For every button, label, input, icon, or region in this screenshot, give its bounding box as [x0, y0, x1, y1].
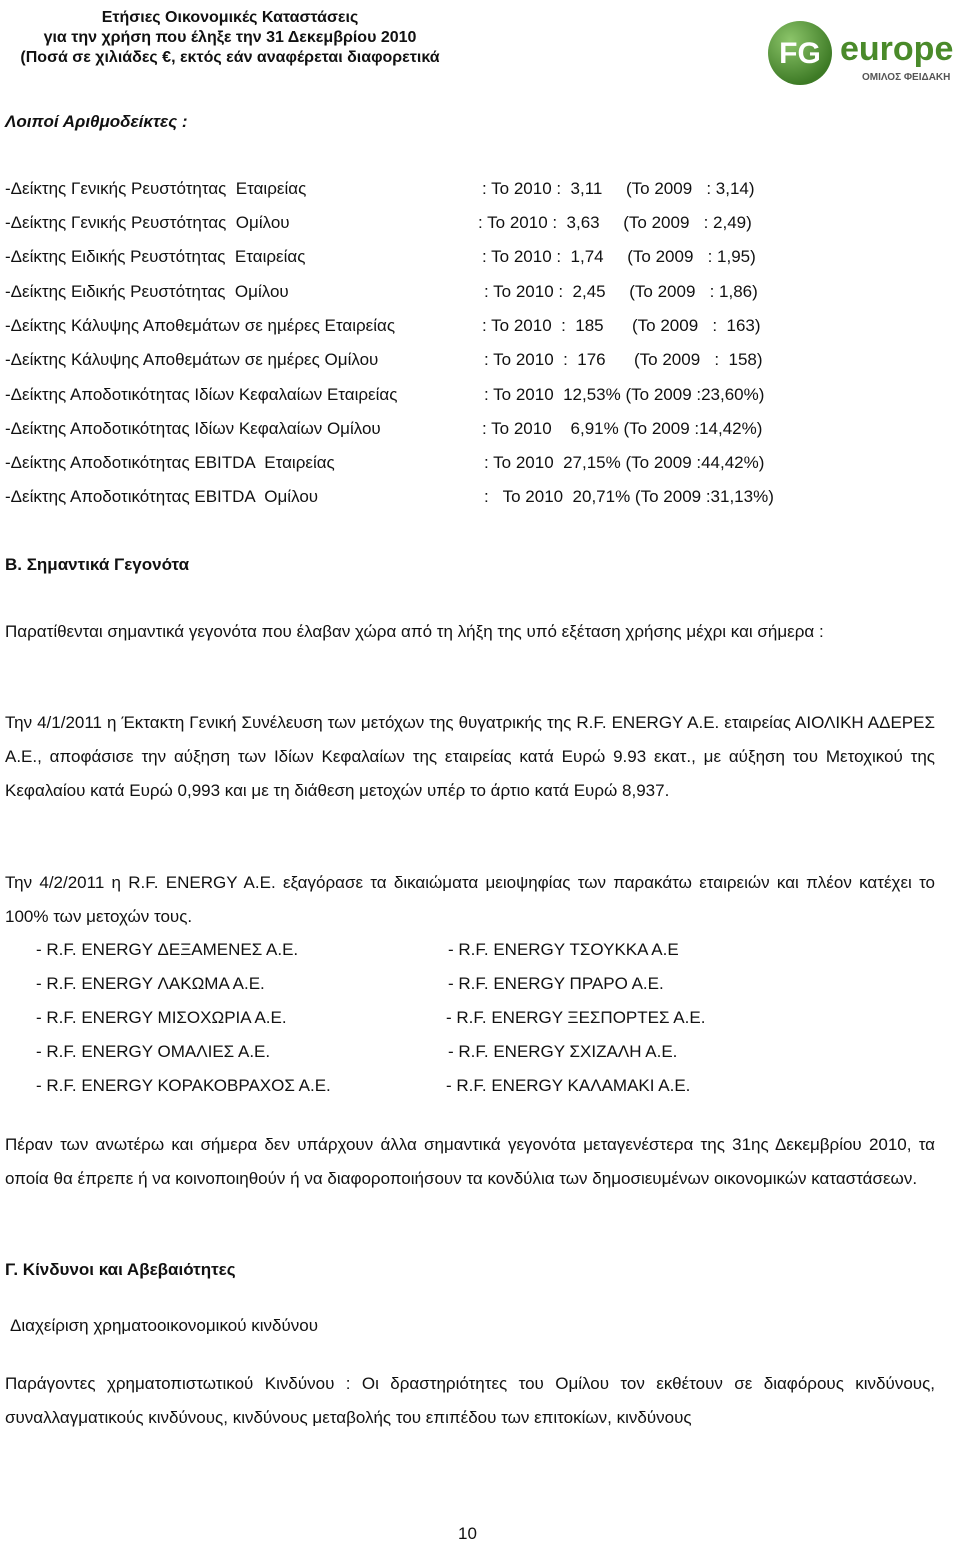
ratio-row	[5, 178, 755, 200]
ratio-label: -Δείκτης Κάλυψης Αποθεμάτων σε ημέρες Ομίλου	[5, 350, 379, 369]
document-header	[5, 8, 505, 68]
ratio-row	[5, 452, 765, 474]
ratio-label: -Δείκτης Αποδοτικότητας Ιδίων Κεφαλαίων Ομίλου	[5, 419, 381, 438]
company-item: - R.F. ENERGY ΚΑΛΑΜΑΚΙ Α.Ε.	[446, 1076, 691, 1095]
ratio-value: : Το 2010 : 185 (Το 2009 : 163)	[482, 316, 761, 335]
section-b-closing: Πέραν των ανωτέρω και σήμερα δεν υπάρχουν άλλα σημαντικά γεγονότα μεταγενέστερα της 31ης Δεκεμβρίου 2010, τα οποία θα έπρεπε ή να κοινοποιηθούν ή να διαφοροποιήσουν τα κονδύλια των δημοσιευμένων οικονομικών καταστάσεων.	[5, 1135, 935, 1188]
ratio-value: : Το 2010 : 2,45 (Το 2009 : 1,86)	[484, 282, 758, 301]
ratio-row	[5, 418, 763, 440]
company-item: - R.F. ENERGY ΣΧΙΖΑΛΗ Α.Ε.	[448, 1042, 678, 1061]
ratio-label: -Δείκτης Γενικής Ρευστότητας Ομίλου	[5, 213, 290, 232]
company-item: - R.F. ENERGY ΟΜΑΛΙΕΣ Α.Ε.	[36, 1042, 271, 1061]
ratio-label: -Δείκτης Ειδικής Ρευστότητας Ομίλου	[5, 282, 289, 301]
ratio-value: : Το 2010 : 3,11 (Το 2009 : 3,14)	[482, 179, 755, 198]
ratio-value: : Το 2010 12,53% (Το 2009 :23,60%)	[484, 385, 765, 404]
section-b-title: Β. Σημαντικά Γεγονότα	[5, 555, 190, 574]
company-item: - R.F. ENERGY ΤΣΟΥΚΚΑ Α.Ε	[448, 940, 679, 959]
section-c-subtitle: Διαχείριση χρηματοοικονομικού κινδύνου	[10, 1316, 319, 1335]
logo-fg-text: FG	[779, 37, 821, 70]
company-item: - R.F. ENERGY ΠΡΑΡΟ Α.Ε.	[448, 974, 664, 993]
section-b-paragraph-1: Την 4/1/2011 η Έκτακτη Γενική Συνέλευση των μετόχων της θυγατρικής της R.F. ENERGY A.E. εταιρείας ΑΙΟΛΙΚΗ ΑΔΕΡΕΣ Α.Ε., αποφάσισε την αύξηση των Ιδίων Κεφαλαίων της εταιρείας κατά Ευρώ 9.93 εκατ., με αύξηση του Μετοχικού της Κεφαλαίου κατά Ευρώ 0,993 και με τη διάθεση μετοχών υπέρ το άρτιο κατά Ευρώ 8,937.	[5, 713, 935, 800]
header-period: για την χρήση που έληξε την 31 Δεκεμβρίου 2010	[43, 29, 417, 46]
logo-europe-text: europe	[840, 30, 954, 68]
ratio-value: : Το 2010 27,15% (Το 2009 :44,42%)	[484, 453, 765, 472]
section-b-paragraph-2: Την 4/2/2011 η R.F. ENERGY A.E. εξαγόρασε τα δικαιώματα μειοψηφίας των παρακάτω εταιρειών και πλέον κατέχει το 100% των μετοχών τους.	[5, 873, 935, 926]
ratio-row	[5, 384, 765, 406]
company-item: - R.F. ENERGY ΛΑΚΩΜΑ Α.Ε.	[36, 974, 265, 993]
ratio-label: -Δείκτης Αποδοτικότητας EBITDA Εταιρείας	[5, 453, 335, 472]
ratio-label: -Δείκτης Γενικής Ρευστότητας Εταιρείας	[5, 179, 307, 198]
company-item: - R.F. ENERGY ΚΟΡΑΚΟΒΡΑΧΟΣ Α.Ε.	[36, 1076, 331, 1095]
ratio-row	[5, 349, 763, 371]
ratio-row	[5, 246, 756, 268]
header-currency-note: (Ποσά σε χιλιάδες €, εκτός εάν αναφέρεται διαφορετικά	[20, 49, 440, 66]
section-b-intro: Παρατίθενται σημαντικά γεγονότα που έλαβαν χώρα από τη λήξη της υπό εξέταση χρήσης μέχρι και σήμερα :	[5, 622, 824, 641]
fg-europe-logo-graphic	[762, 16, 954, 90]
other-ratios-title: Λοιποί Αριθμοδείκτες :	[5, 112, 188, 131]
ratio-label: -Δείκτης Αποδοτικότητας EBITDA Ομίλου	[5, 487, 319, 506]
ratio-value: : Το 2010 6,91% (Το 2009 :14,42%)	[482, 419, 763, 438]
header-title: Ετήσιες Οικονομικές Καταστάσεις	[101, 9, 359, 26]
ratio-value: : Το 2010 : 176 (Το 2009 : 158)	[484, 350, 763, 369]
section-c-paragraph: Παράγοντες χρηματοπιστωτικού Κινδύνου : Οι δραστηριότητες του Ομίλου τον εκθέτουν σε διαφόρους κινδύνους, συναλλαγματικούς κινδύνους, κινδύνους μεταβολής του επιπέδου των επιτοκίων, κινδύνους	[5, 1374, 935, 1427]
page-number: 10	[458, 1524, 477, 1543]
company-item: - R.F. ENERGY ΞΕΣΠΟΡΤΕΣ Α.Ε.	[446, 1008, 706, 1027]
ratio-value: : Το 2010 : 3,63 (Το 2009 : 2,49)	[478, 213, 752, 232]
company-item: - R.F. ENERGY ΔΕΞΑΜΕΝΕΣ Α.Ε.	[36, 940, 299, 959]
ratio-row	[5, 315, 761, 337]
ratio-row	[5, 281, 758, 303]
ratio-label: -Δείκτης Αποδοτικότητας Ιδίων Κεφαλαίων Εταιρείας	[5, 385, 398, 404]
company-item: - R.F. ENERGY ΜΙΣΟΧΩΡΙΑ Α.Ε.	[36, 1008, 287, 1027]
logo-subtitle-text: ΟΜΙΛΟΣ ΦΕΙΔΑΚΗ	[862, 72, 951, 83]
ratio-value: : Το 2010 20,71% (Το 2009 :31,13%)	[484, 487, 774, 506]
section-c-title: Γ. Κίνδυνοι και Αβεβαιότητες	[5, 1260, 236, 1279]
ratio-label: -Δείκτης Κάλυψης Αποθεμάτων σε ημέρες Εταιρείας	[5, 316, 396, 335]
ratio-label: -Δείκτης Ειδικής Ρευστότητας Εταιρείας	[5, 247, 306, 266]
ratio-value: : Το 2010 : 1,74 (Το 2009 : 1,95)	[482, 247, 756, 266]
company-logo	[762, 16, 954, 90]
ratio-row	[5, 486, 774, 508]
ratio-row	[5, 212, 752, 234]
